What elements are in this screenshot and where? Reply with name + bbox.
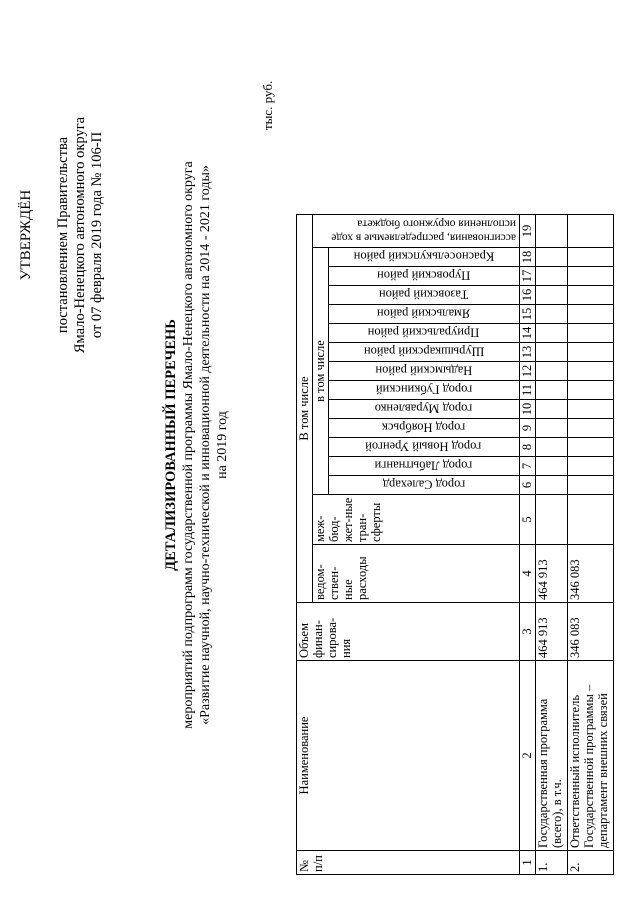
approval-block (18, 70, 106, 400)
col-number: 13 (520, 343, 536, 362)
col-number: 17 (520, 267, 536, 286)
header-including-sub: в том числе (313, 248, 329, 495)
row-departmental: 464 913 (536, 545, 568, 603)
col-number: 8 (520, 438, 536, 457)
header-name: Наименование (297, 661, 520, 851)
document-title-block (163, 45, 231, 845)
row-name: Ответственный исполнитель Государственной программы – департамент внешних связей (568, 661, 614, 851)
header-municipality: город Муравленко (328, 400, 519, 419)
approval-line: постановлением Правительства (55, 136, 71, 334)
header-municipality: Приуральский район (328, 324, 519, 343)
document-subtitle: мероприятий подпрограмм государственной программы Ямало-Ненецкого автономного округа (181, 161, 196, 729)
table-row (568, 215, 614, 875)
col-number: 7 (520, 457, 536, 476)
header-municipality: Пуровский район (328, 267, 519, 286)
col-number: 2 (520, 661, 536, 851)
col-number: 15 (520, 305, 536, 324)
header-municipality: Надымский район (328, 362, 519, 381)
col-number: 14 (520, 324, 536, 343)
document-subtitle: на 2019 год (215, 411, 230, 479)
col-number: 1 (520, 851, 536, 875)
row-volume: 346 083 (568, 603, 614, 661)
row-num: 1. (536, 851, 568, 875)
header-municipality: город Салехард (328, 476, 519, 495)
document-subtitle: «Развитие научной, научно-технической и инновационной деятельности на 2014 - 2021 годы» (198, 165, 213, 725)
col-number: 9 (520, 419, 536, 438)
row-departmental: 346 083 (568, 545, 614, 603)
activities-table (296, 214, 614, 875)
header-municipality: город Новый Уренгой (328, 438, 519, 457)
unit-label: тыс. руб. (260, 80, 275, 130)
col-number: 10 (520, 400, 536, 419)
header-municipality: Ямальский район (328, 305, 519, 324)
header-municipality: Красноселькупский район (328, 248, 519, 267)
column-numbers-row (520, 215, 536, 875)
approval-line: Ямало-Ненецкого автономного округа (72, 116, 88, 354)
col-number: 3 (520, 603, 536, 661)
col-number: 5 (520, 495, 536, 545)
col-number: 11 (520, 381, 536, 400)
table-row (536, 215, 568, 875)
col-number: 19 (520, 215, 536, 248)
header-municipality: город Губкинский (328, 381, 519, 400)
header-volume: Объем финан-сирова-ния (297, 603, 520, 661)
col-number: 6 (520, 476, 536, 495)
col-number: 16 (520, 286, 536, 305)
header-num: № п/п (297, 851, 520, 875)
header-reserve: ассигнования, распределяемые в ходе исполнения окружного бюджета (313, 215, 520, 248)
approval-line: от 07 февраля 2019 года № 106-П (89, 131, 105, 339)
approval-title: УТВЕРЖДЁН (18, 189, 34, 281)
row-name: Государственная программа (всего), в т.ч. (536, 661, 568, 851)
col-number: 18 (520, 248, 536, 267)
header-municipality: Тазовский район (328, 286, 519, 305)
header-transfers: меж-бюд-жет-ные тран-сферты (313, 495, 520, 545)
header-including: В том числе (297, 215, 313, 603)
row-num: 2. (568, 851, 614, 875)
row-volume: 464 913 (536, 603, 568, 661)
document-heading: ДЕТАЛИЗИРОВАННЫЙ ПЕРЕЧЕНЬ (163, 319, 179, 571)
header-municipality: город Ноябрьск (328, 419, 519, 438)
col-number: 12 (520, 362, 536, 381)
header-departmental: ведом-ствен-ные расходы (313, 545, 520, 603)
header-municipality: Шурышкарский район (328, 343, 519, 362)
col-number: 4 (520, 545, 536, 603)
header-municipality: город Лабытнанги (328, 457, 519, 476)
